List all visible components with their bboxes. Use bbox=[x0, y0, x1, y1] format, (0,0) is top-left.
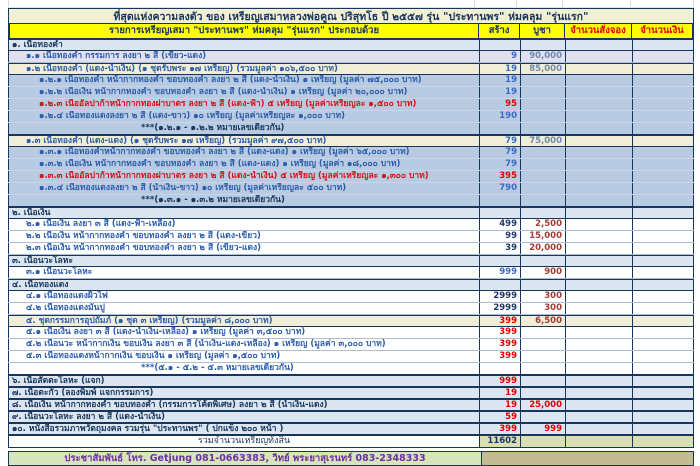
spacer-cell bbox=[630, 0, 694, 7]
made-count-cell[interactable]: 19 bbox=[479, 400, 520, 410]
row-label-cell[interactable]: ๕. ชุดกรรมการอุปถัมภ์ (๑ ชุด ๓ เหรียญ) (รวมมูลค่า ๘,๐๐๐ บาท) bbox=[8, 316, 479, 326]
table-row bbox=[8, 171, 694, 183]
order-count-cell[interactable] bbox=[565, 400, 632, 410]
amount-cell[interactable] bbox=[632, 99, 694, 110]
made-count-cell[interactable]: 79 bbox=[479, 147, 520, 158]
table-row bbox=[8, 303, 694, 315]
made-count-cell[interactable]: 19 bbox=[479, 388, 520, 398]
order-count-cell[interactable] bbox=[565, 303, 632, 314]
order-count-cell[interactable] bbox=[565, 219, 632, 230]
column-header-price[interactable]: บูชา bbox=[519, 24, 564, 38]
amount-cell[interactable] bbox=[632, 400, 694, 410]
amount-cell[interactable] bbox=[632, 424, 694, 434]
table-row bbox=[8, 147, 694, 159]
made-count-cell[interactable]: 999 bbox=[479, 376, 520, 386]
table-row bbox=[8, 435, 694, 448]
table-row bbox=[8, 399, 694, 411]
order-count-cell[interactable] bbox=[565, 208, 632, 218]
price-cell[interactable]: 999 bbox=[520, 424, 565, 434]
table-row bbox=[8, 387, 694, 399]
amount-cell[interactable] bbox=[632, 243, 694, 254]
made-count-cell[interactable]: 9 bbox=[479, 51, 520, 62]
amount-cell[interactable] bbox=[632, 291, 694, 302]
table-row bbox=[8, 339, 694, 351]
amount-cell[interactable] bbox=[632, 183, 694, 194]
table-row bbox=[8, 423, 694, 435]
row-label-cell[interactable]: ๓. เนื้อนวะโลหะ bbox=[8, 256, 479, 266]
order-count-cell[interactable] bbox=[565, 267, 632, 278]
row-label-cell[interactable]: ๕.๓ เนื้อทองแดงหน้ากากเงิน ขอบเงิน ๑ เหรียญ (มูลค่า ๑,๕๐๐ บาท) bbox=[8, 351, 479, 362]
price-cell[interactable] bbox=[520, 183, 565, 194]
table-row bbox=[8, 279, 694, 291]
amount-cell[interactable] bbox=[632, 208, 694, 218]
made-count-cell[interactable] bbox=[479, 280, 520, 290]
row-label-cell[interactable]: ๑.๓.๒ เนื้อเงิน หน้ากากทองคำ ขอบทองคำ ลงยา ๒ สี (แดง-แดง) ๑ เหรียญ (มูลค่า ๑๘,๐๐๐ บาท) bbox=[8, 159, 479, 170]
spacer-cell bbox=[474, 0, 516, 7]
order-count-cell[interactable] bbox=[565, 183, 632, 194]
order-count-cell[interactable] bbox=[565, 195, 632, 206]
order-count-cell[interactable] bbox=[565, 256, 632, 266]
made-count-cell[interactable]: 79 bbox=[479, 136, 520, 146]
amount-cell[interactable] bbox=[632, 64, 694, 74]
table-row bbox=[8, 75, 694, 87]
price-cell[interactable] bbox=[520, 75, 565, 86]
amount-cell[interactable] bbox=[632, 303, 694, 314]
made-count-cell[interactable]: 395 bbox=[479, 171, 520, 182]
row-label-cell[interactable]: รวมจำนวนเหรียญทั้งสิ้น bbox=[8, 436, 479, 447]
price-cell[interactable] bbox=[520, 280, 565, 290]
table-row bbox=[8, 111, 694, 123]
made-count-cell[interactable]: 19 bbox=[479, 87, 520, 98]
order-count-cell[interactable] bbox=[565, 159, 632, 170]
made-count-cell[interactable]: 11602 bbox=[479, 436, 520, 447]
amount-cell[interactable] bbox=[632, 351, 694, 362]
price-cell[interactable] bbox=[520, 351, 565, 362]
amount-cell[interactable] bbox=[632, 267, 694, 278]
price-cell[interactable] bbox=[520, 327, 565, 338]
table-row bbox=[8, 315, 694, 327]
amount-cell[interactable] bbox=[632, 339, 694, 350]
row-label-cell[interactable]: ***(๑.๒.๑ - ๑.๒.๒ หมายเลขเดียวกัน) bbox=[8, 123, 479, 134]
price-cell[interactable]: 20,000 bbox=[520, 243, 565, 254]
amount-cell[interactable] bbox=[632, 147, 694, 158]
table-row bbox=[8, 411, 694, 423]
order-count-cell[interactable] bbox=[565, 75, 632, 86]
column-header-amount[interactable]: จำนวนเงิน bbox=[631, 24, 693, 38]
row-label-cell[interactable]: ***(๕.๑ - ๕.๒ - ๕.๓ หมายเลขเดียวกัน) bbox=[8, 363, 479, 374]
table-row bbox=[8, 63, 694, 75]
amount-cell[interactable] bbox=[632, 136, 694, 146]
table-row bbox=[8, 87, 694, 99]
table-row bbox=[8, 219, 694, 231]
made-count-cell[interactable]: 399 bbox=[479, 351, 520, 362]
order-count-cell[interactable] bbox=[565, 171, 632, 182]
row-label-cell[interactable]: ๑.๒.๓ เนื้ออัลปาก้าหน้ากากทองฝาบาตร ลงยา ๒ สี (แดง-ฟ้า) ๕ เหรียญ (มูลค่าเหรียญละ ๑,๕๐๐ บาท) bbox=[8, 99, 479, 110]
amount-cell[interactable] bbox=[632, 256, 694, 266]
row-label-cell[interactable]: ๒. เนื้อเงิน bbox=[8, 208, 479, 218]
made-count-cell[interactable]: 399 bbox=[479, 424, 520, 434]
made-count-cell[interactable]: 19 bbox=[479, 64, 520, 74]
amount-cell[interactable] bbox=[632, 87, 694, 98]
contact-cell[interactable] bbox=[9, 452, 481, 465]
row-label-cell[interactable]: ๒.๓ เนื้อเงิน หน้ากากทองคำ ขอบทองคำ ลงยา ๒ สี (เขียว-แดง) bbox=[8, 243, 479, 254]
price-cell[interactable] bbox=[520, 111, 565, 122]
row-label-cell[interactable]: ๓.๑ เนื้อนวะโลหะ bbox=[8, 267, 479, 278]
made-count-cell[interactable]: 99 bbox=[479, 231, 520, 242]
order-count-cell[interactable] bbox=[565, 99, 632, 110]
row-label-cell[interactable]: ๙. เนื้อนวะโลหะ ลงยา ๒ สี (แดง-น้ำเงิน) bbox=[8, 412, 479, 422]
order-count-cell[interactable] bbox=[565, 291, 632, 302]
price-cell[interactable] bbox=[520, 99, 565, 110]
made-count-cell[interactable]: 399 bbox=[479, 316, 520, 326]
amount-cell[interactable] bbox=[632, 376, 694, 386]
order-count-cell[interactable] bbox=[565, 351, 632, 362]
table-row bbox=[8, 243, 694, 255]
price-cell[interactable] bbox=[520, 40, 565, 50]
table-row bbox=[8, 255, 694, 267]
price-cell[interactable]: 6,500 bbox=[520, 316, 565, 326]
price-cell[interactable] bbox=[520, 436, 565, 447]
order-count-cell[interactable] bbox=[565, 64, 632, 74]
order-count-cell[interactable] bbox=[565, 87, 632, 98]
made-count-cell[interactable]: 399 bbox=[479, 327, 520, 338]
order-count-cell[interactable] bbox=[565, 111, 632, 122]
made-count-cell[interactable]: 499 bbox=[479, 219, 520, 230]
amount-cell[interactable] bbox=[632, 75, 694, 86]
spacer-cell bbox=[8, 0, 474, 7]
footer-filler-cell[interactable] bbox=[481, 452, 693, 465]
table-row bbox=[8, 291, 694, 303]
row-label-cell[interactable]: ๖. เนื้อสัตตะโลหะ (แจก) bbox=[8, 376, 479, 386]
made-count-cell[interactable]: 79 bbox=[479, 159, 520, 170]
made-count-cell[interactable]: 59 bbox=[479, 412, 520, 422]
spacer-cell bbox=[516, 0, 562, 7]
table-row bbox=[8, 39, 694, 51]
row-label-cell[interactable]: ๑.๑ เนื้อทองคำ กรรมการ ลงยา ๒ สี (เขียว-แดง) bbox=[8, 51, 479, 62]
order-count-cell[interactable] bbox=[565, 339, 632, 350]
price-cell[interactable] bbox=[520, 171, 565, 182]
made-count-cell[interactable]: 790 bbox=[479, 183, 520, 194]
made-count-cell[interactable]: 999 bbox=[479, 267, 520, 278]
amount-cell[interactable] bbox=[632, 316, 694, 326]
amount-cell[interactable] bbox=[632, 40, 694, 50]
row-label-cell[interactable]: ๔.๑ เนื้อทองแดงผิวไฟ bbox=[8, 291, 479, 302]
amount-cell[interactable] bbox=[632, 388, 694, 398]
price-cell[interactable]: 300 bbox=[520, 291, 565, 302]
sheet-title-row[interactable] bbox=[8, 8, 694, 24]
amount-cell[interactable] bbox=[632, 171, 694, 182]
price-cell[interactable]: 900 bbox=[520, 267, 565, 278]
order-count-cell[interactable] bbox=[565, 316, 632, 326]
amount-cell[interactable] bbox=[632, 363, 694, 374]
order-count-cell[interactable] bbox=[565, 376, 632, 386]
order-count-cell[interactable] bbox=[565, 40, 632, 50]
order-count-cell[interactable] bbox=[565, 424, 632, 434]
row-label-cell[interactable]: ๑.๓ เนื้อทองคำ (แดง-แดง) (๑ ชุดรับพระ ๑๗ เหรียญ) (รวมมูลค่า ๙๗,๕๐๐ บาท) bbox=[8, 136, 479, 146]
price-cell[interactable] bbox=[520, 208, 565, 218]
made-count-cell[interactable] bbox=[479, 123, 520, 134]
price-cell[interactable]: 300 bbox=[520, 303, 565, 314]
row-label-cell[interactable]: ๔.๒ เนื้อทองแดงมันปู bbox=[8, 303, 479, 314]
row-label-cell[interactable]: ๑.๓.๓ เนื้ออัลปาก้าหน้ากากทองฝาบาตร ลงยา ๒ สี (แดง-น้ำเงิน) ๕ เหรียญ (มูลค่าเหรียญละ ๑,๓๐๐ บาท) bbox=[8, 171, 479, 182]
row-label-cell[interactable]: ๑.๒.๑ เนื้อทองคำ หน้ากากทองคำ ขอบทองคำ ลงยา ๒ สี (แดง-น้ำเงิน) ๑ เหรียญ (มูลค่า ๗๕,๐๐๐ บาท) bbox=[8, 75, 479, 86]
made-count-cell[interactable] bbox=[479, 40, 520, 50]
made-count-cell[interactable] bbox=[479, 208, 520, 218]
row-label-cell[interactable]: ๑.๒.๒ เนื้อเงิน หน้ากากทองคำ ขอบทองคำ ลงยา ๒ สี (แดง-น้ำเงิน) ๑ เหรียญ (มูลค่า ๒๐,๐๐๐ บาท) bbox=[8, 87, 479, 98]
price-cell[interactable] bbox=[520, 376, 565, 386]
table-row bbox=[8, 135, 694, 147]
amount-cell[interactable] bbox=[632, 111, 694, 122]
amount-cell[interactable] bbox=[632, 231, 694, 242]
made-count-cell[interactable]: 95 bbox=[479, 99, 520, 110]
row-label-cell[interactable]: ***(๑.๓.๑ - ๑.๓.๒ หมายเลขเดียวกัน) bbox=[8, 195, 479, 206]
price-cell[interactable]: 90,000 bbox=[520, 51, 565, 62]
order-count-cell[interactable] bbox=[565, 136, 632, 146]
price-cell[interactable] bbox=[520, 87, 565, 98]
table-row bbox=[8, 351, 694, 363]
table-row bbox=[8, 267, 694, 279]
order-count-cell[interactable] bbox=[565, 123, 632, 134]
amount-cell[interactable] bbox=[632, 123, 694, 134]
row-label-cell[interactable]: ๗. เนื้อตะกั่ว (ลองพิมพ์ แจกกรรมการ) bbox=[8, 388, 479, 398]
row-label-cell[interactable]: ๑.๒.๔ เนื้อทองแดงลงยา ๒ สี (แดง-ขาว) ๑๐ เหรียญ (มูลค่าเหรียญละ ๑,๐๐๐ บาท) bbox=[8, 111, 479, 122]
footer-row bbox=[8, 451, 694, 466]
row-label-cell[interactable]: ๒.๒ เนื้อเงิน หน้ากากทองคำ ขอบทองคำ ลงยา ๒ สี (แดง-เขียว) bbox=[8, 231, 479, 242]
price-cell[interactable] bbox=[520, 159, 565, 170]
amount-cell[interactable] bbox=[632, 219, 694, 230]
row-label-cell[interactable]: ๔. เนื้อทองแดง bbox=[8, 280, 479, 290]
column-header-made[interactable]: สร้าง bbox=[478, 24, 519, 38]
order-count-cell[interactable] bbox=[565, 243, 632, 254]
made-count-cell[interactable] bbox=[479, 363, 520, 374]
order-count-cell[interactable] bbox=[565, 412, 632, 422]
price-cell[interactable] bbox=[520, 339, 565, 350]
made-count-cell[interactable]: 399 bbox=[479, 339, 520, 350]
price-cell[interactable] bbox=[520, 412, 565, 422]
row-label-cell[interactable]: ๑.๓.๑ เนื้อทองคำหน้ากากทองคำ ขอบทองคำ ลงยา ๒ สี (แดง-แดง) ๑ เหรียญ (มูลค่า ๖๕,๐๐๐ บาท) bbox=[8, 147, 479, 158]
order-count-cell[interactable] bbox=[565, 436, 632, 447]
table-row bbox=[8, 51, 694, 63]
table-body bbox=[8, 39, 694, 448]
order-count-cell[interactable] bbox=[565, 363, 632, 374]
table-row bbox=[8, 327, 694, 339]
order-count-cell[interactable] bbox=[565, 147, 632, 158]
table-row bbox=[8, 183, 694, 195]
table-row bbox=[8, 99, 694, 111]
price-cell[interactable] bbox=[520, 363, 565, 374]
order-count-cell[interactable] bbox=[565, 231, 632, 242]
row-label-cell[interactable]: ๕.๒ เนื้อนวะ หน้ากากเงิน ขอบเงิน ลงยา ๓ สี (น้ำเงิน-แดง-เหลือง) ๑ เหรียญ (มูลค่า ๓,๐๐๐ บาท) bbox=[8, 339, 479, 350]
made-count-cell[interactable]: 39 bbox=[479, 243, 520, 254]
row-label-cell[interactable]: ๕.๑ เนื้อเงิน ลงยา ๓ สี (แดง-น้ำเงิน-เหลือง) ๑ เหรียญ (มูลค่า ๓,๕๐๐ บาท) bbox=[8, 327, 479, 338]
column-header-orders[interactable]: จำนวนสั่งจอง bbox=[564, 24, 631, 38]
table-row bbox=[8, 207, 694, 219]
price-cell[interactable]: 2,500 bbox=[520, 219, 565, 230]
table-row bbox=[8, 123, 694, 135]
row-label-cell[interactable]: ๒.๑ เนื้อเงิน ลงยา ๓ สี (แดง-ฟ้า-เหลือง) bbox=[8, 219, 479, 230]
order-count-cell[interactable] bbox=[565, 51, 632, 62]
price-cell[interactable] bbox=[520, 256, 565, 266]
contact-text: ประชาสัมพันธ์ โทร. Getjung 081-0663383, วิทย์ พระยาสุเรนทร์ 083-2348333 bbox=[64, 453, 426, 464]
amount-cell[interactable] bbox=[632, 436, 694, 447]
table-row bbox=[8, 195, 694, 207]
table-row bbox=[8, 375, 694, 387]
made-count-cell[interactable] bbox=[479, 195, 520, 206]
made-count-cell[interactable]: 19 bbox=[479, 75, 520, 86]
made-count-cell[interactable]: 190 bbox=[479, 111, 520, 122]
order-count-cell[interactable] bbox=[565, 388, 632, 398]
column-header-items[interactable]: รายการเหรียญเสมา "ประทานพร" ห่มคลุม "รุ่นแรก" ประกอบด้วย bbox=[9, 24, 478, 38]
row-label-cell[interactable]: ๑๐. หนังสือรวมภาพวัตถุมงคล รวมรุ่น "ประทานพร" ( ปกแข็ง ๒๐๐ หน้า ) bbox=[8, 424, 479, 434]
row-label-cell[interactable]: ๑.๒ เนื้อทองคำ (แดง-น้ำเงิน) (๑ ชุดรับพระ ๑๗ เหรียญ) (รวมมูลค่า ๑๐๖,๕๐๐ บาท) bbox=[8, 64, 479, 74]
price-cell[interactable]: 25,000 bbox=[520, 400, 565, 410]
made-count-cell[interactable]: 2999 bbox=[479, 303, 520, 314]
amount-cell[interactable] bbox=[632, 159, 694, 170]
amount-cell[interactable] bbox=[632, 280, 694, 290]
amount-cell[interactable] bbox=[632, 327, 694, 338]
order-count-cell[interactable] bbox=[565, 327, 632, 338]
made-count-cell[interactable]: 2999 bbox=[479, 291, 520, 302]
table-row bbox=[8, 231, 694, 243]
price-cell[interactable] bbox=[520, 147, 565, 158]
amount-cell[interactable] bbox=[632, 195, 694, 206]
sheet-title: ที่สุดแห่งความลงตัว ของ เหรียญเสมาหลวงพ่อคูณ ปริสุทโธ ปี ๒๕๕๗ รุ่น "ประทานพร" ห่มคลุม "รุ่นแรก" bbox=[113, 10, 589, 23]
price-cell[interactable] bbox=[520, 388, 565, 398]
table-row bbox=[8, 363, 694, 375]
order-count-cell[interactable] bbox=[565, 280, 632, 290]
table-header-row[interactable] bbox=[8, 24, 694, 39]
amount-cell[interactable] bbox=[632, 412, 694, 422]
price-cell[interactable] bbox=[520, 195, 565, 206]
row-label-cell[interactable]: ๘. เนื้อเงิน หน้ากากทองคำ ขอบทองคำ (กรรมการโค้ดพิเศษ) ลงยา ๒ สี (น้ำเงิน-แดง) bbox=[8, 400, 479, 410]
made-count-cell[interactable] bbox=[479, 256, 520, 266]
spacer-cell bbox=[562, 0, 630, 7]
amount-cell[interactable] bbox=[632, 51, 694, 62]
spreadsheet bbox=[8, 0, 694, 466]
price-cell[interactable]: 75,000 bbox=[520, 136, 565, 146]
price-cell[interactable]: 15,000 bbox=[520, 231, 565, 242]
row-label-cell[interactable]: ๑. เนื้อทองคำ bbox=[8, 40, 479, 50]
row-label-cell[interactable]: ๑.๓.๔ เนื้อทองแดงลงยา ๒ สี (น้ำเงิน-ขาว) ๑๐ เหรียญ (มูลค่าเหรียญละ ๕๐๐ บาท) bbox=[8, 183, 479, 194]
price-cell[interactable] bbox=[520, 123, 565, 134]
table-row bbox=[8, 159, 694, 171]
price-cell[interactable]: 85,000 bbox=[520, 64, 565, 74]
